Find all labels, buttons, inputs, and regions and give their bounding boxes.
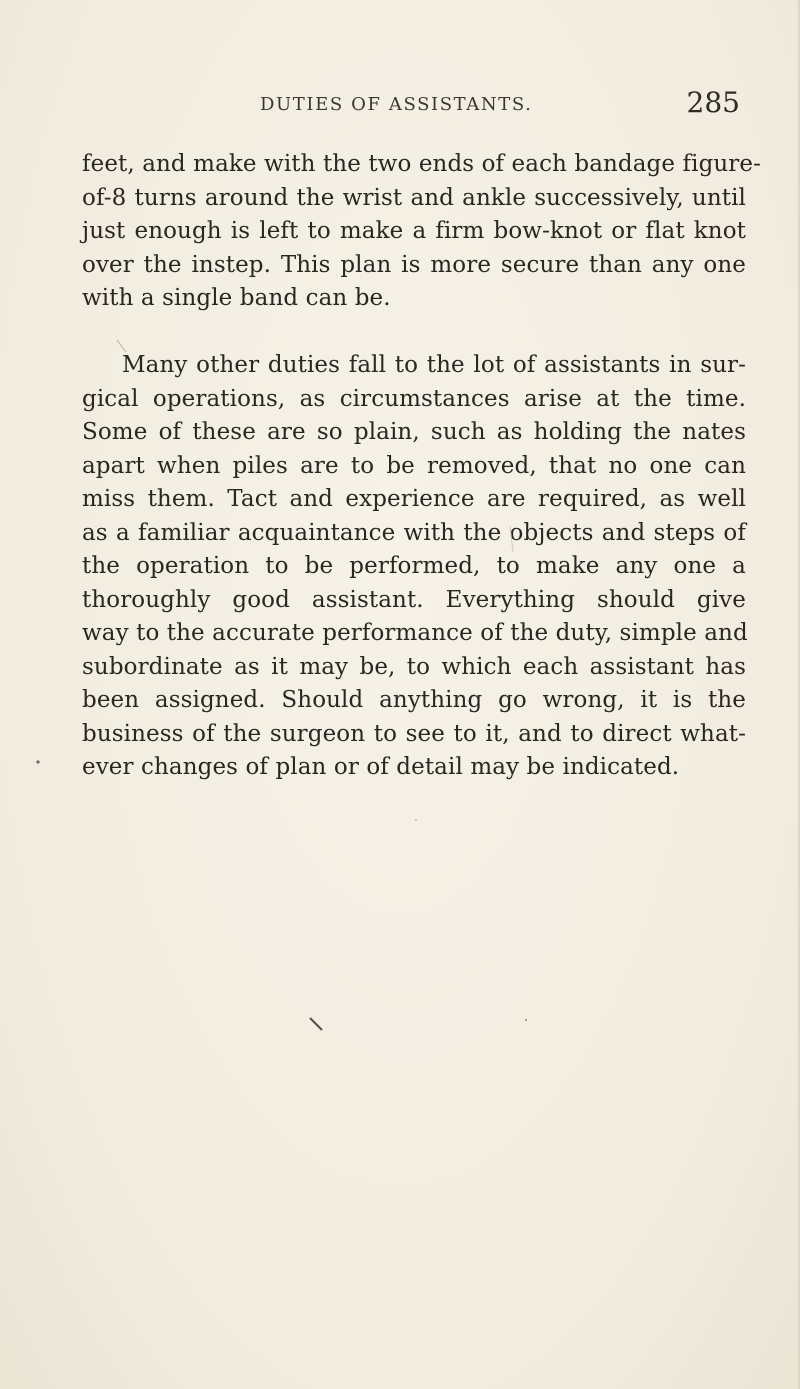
text-line: Many other duties fall to the lot of assistants in sur- xyxy=(122,352,746,378)
speck-mark xyxy=(310,1018,322,1030)
text-line: of-8 turns around the wrist and ankle successively, until xyxy=(82,184,746,211)
text-line: Some of these are so plain, such as holding the nates xyxy=(82,419,746,445)
text-line: the operation to be performed, to make any one a xyxy=(82,553,746,579)
text-line: subordinate as it may be, to which each assistant has xyxy=(82,653,746,680)
text-line: feet, and make with the two ends of each bandage figure- xyxy=(82,151,761,177)
text-line: miss them. Tact and experience are required, as well xyxy=(82,486,746,512)
text-line: just enough is left to make a firm bow-knot or flat knot xyxy=(82,218,746,244)
speck-mark xyxy=(36,760,39,763)
text-line: been assigned. Should anything go wrong, it is the xyxy=(82,687,746,713)
text-line: business of the surgeon to see to it, and to direct what- xyxy=(82,720,746,747)
speck-mark xyxy=(525,1019,527,1021)
text-line: apart when piles are to be removed, that no one can xyxy=(82,452,746,479)
text-line: gical operations, as circumstances arise at the time. xyxy=(82,385,746,412)
speck-mark xyxy=(510,526,513,552)
speck-mark xyxy=(415,819,417,821)
text-line: ever changes of plan or of detail may be indicated. xyxy=(82,754,680,780)
text-line: as a familiar acquaintance with the objects and steps of xyxy=(82,519,746,546)
text-line: over the instep. This plan is more secure than any one xyxy=(82,251,746,278)
text-line: thoroughly good assistant. Everything should give xyxy=(82,586,746,613)
text-line: way to the accurate performance of the duty, simple and xyxy=(82,620,748,646)
speck-mark xyxy=(117,340,126,352)
running-title: DUTIES OF ASSISTANTS. xyxy=(260,94,533,115)
text-line: with a single band can be. xyxy=(82,285,391,311)
page-number: 285 xyxy=(686,86,740,119)
